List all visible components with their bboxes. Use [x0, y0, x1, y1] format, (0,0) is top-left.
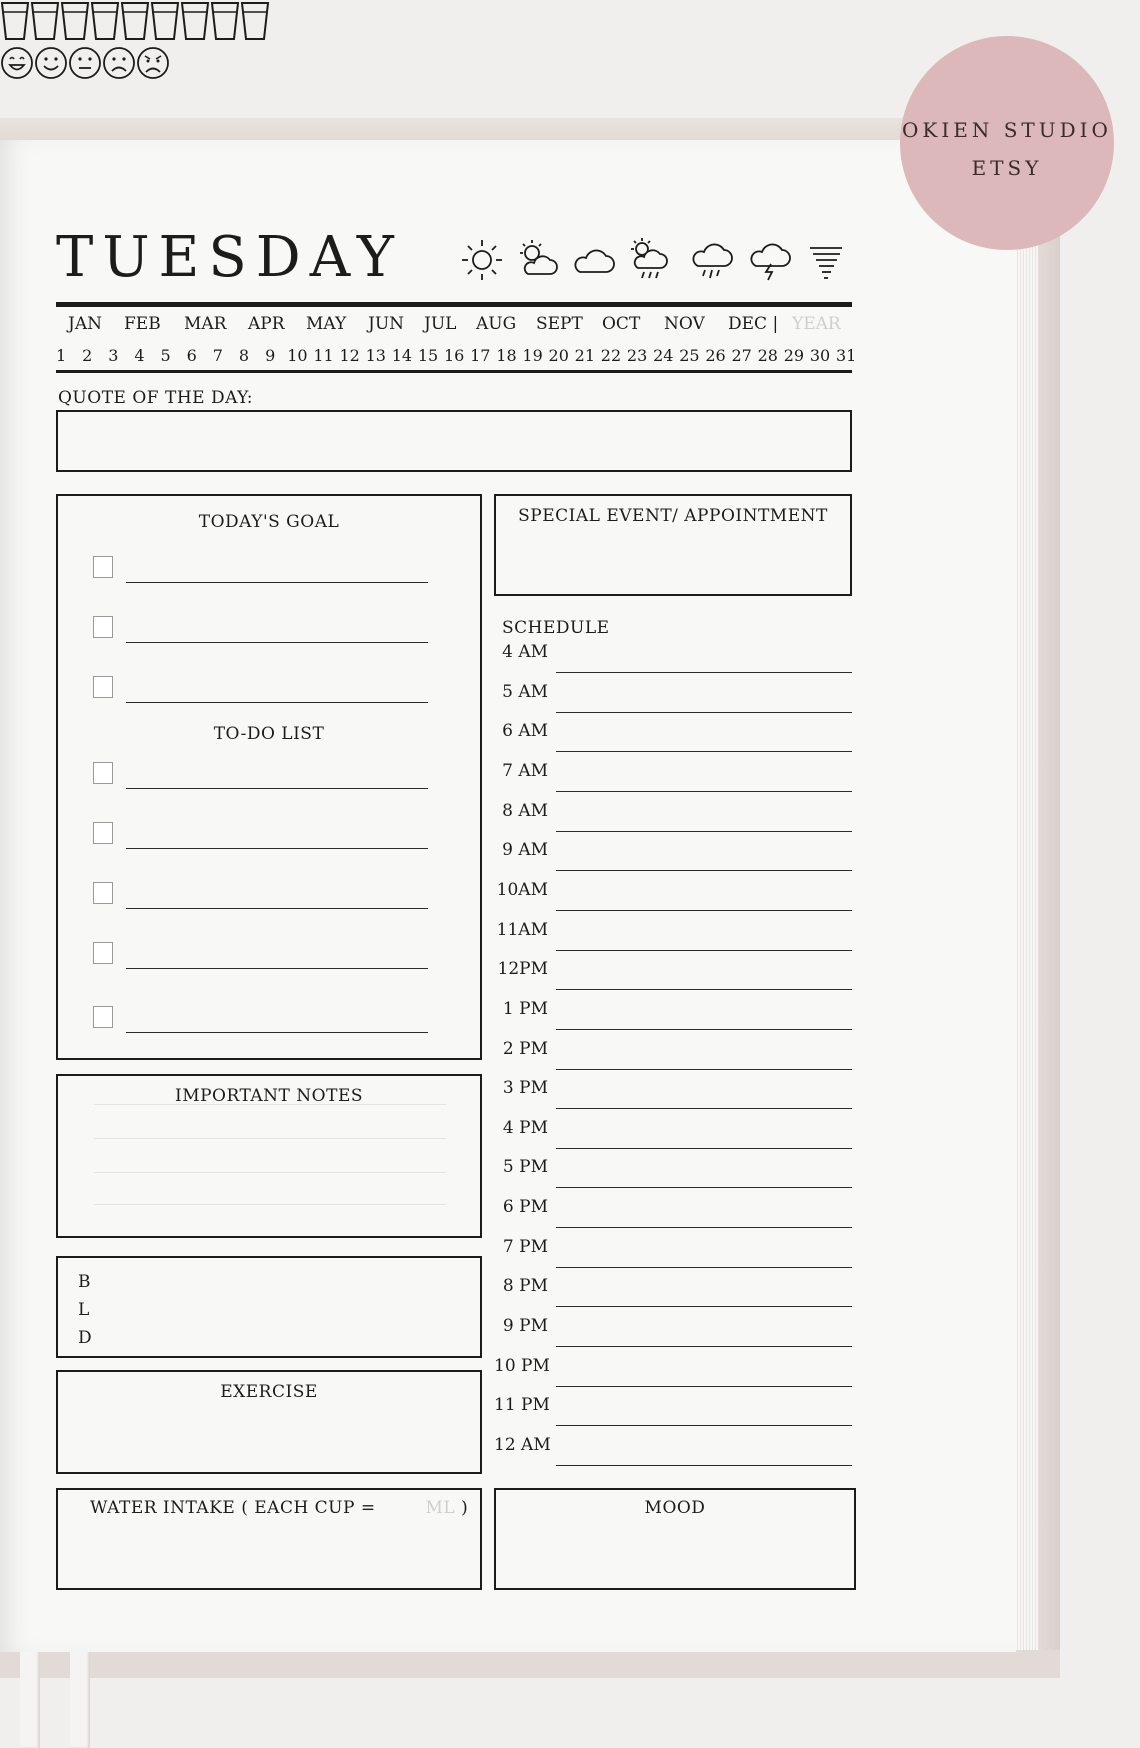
day-number[interactable]: 28: [757, 346, 778, 365]
schedule-time: 8 AM: [502, 800, 548, 821]
goal-line[interactable]: [126, 582, 428, 583]
important-notes-box[interactable]: [56, 1074, 482, 1238]
day-number[interactable]: 21: [574, 346, 596, 365]
day-number[interactable]: 5: [160, 346, 171, 365]
notes-line: [94, 1172, 446, 1173]
brand-logo: [900, 36, 1114, 250]
schedule-time: 7 PM: [502, 1236, 548, 1257]
day-number[interactable]: 6: [186, 346, 197, 365]
day-number[interactable]: 23: [626, 346, 648, 365]
goal-label: TODAY'S GOAL: [198, 512, 340, 532]
day-number-selector: [56, 346, 857, 368]
schedule-line[interactable]: [556, 751, 852, 752]
tornado-icon[interactable]: [802, 236, 850, 284]
day-number[interactable]: 16: [444, 346, 465, 365]
month-dec[interactable]: DEC |: [728, 314, 779, 334]
cup-icon[interactable]: [0, 0, 30, 42]
water-intake-label: [90, 1498, 468, 1518]
schedule-time: 3 PM: [502, 1078, 548, 1099]
day-number[interactable]: 15: [417, 346, 439, 365]
schedule-time: 5 AM: [502, 681, 548, 702]
angry-face-icon[interactable]: [136, 46, 170, 80]
header-rule: [56, 302, 852, 307]
goal-checkbox[interactable]: [93, 616, 113, 638]
schedule-time: 6 PM: [502, 1197, 548, 1218]
date-rule: [56, 370, 852, 373]
day-number[interactable]: 30: [809, 346, 831, 365]
sun-rain-icon[interactable]: [626, 236, 674, 284]
day-number[interactable]: 27: [731, 346, 752, 365]
day-number[interactable]: 1: [56, 346, 67, 365]
goal-checkbox[interactable]: [93, 556, 113, 578]
todo-line[interactable]: [126, 908, 428, 909]
cup-icon[interactable]: [60, 0, 90, 42]
day-number[interactable]: 22: [600, 346, 622, 365]
cups-row: [0, 0, 1140, 46]
bookmark-ribbon: [20, 1650, 40, 1748]
laughing-face-icon[interactable]: [0, 46, 34, 80]
schedule-line[interactable]: [556, 831, 852, 832]
book-cover-bottom: [0, 1650, 1060, 1678]
month-jan[interactable]: JAN: [68, 314, 102, 334]
cup-icon[interactable]: [150, 0, 180, 42]
notes-line: [94, 1204, 446, 1205]
schedule-time: 8 PM: [502, 1276, 548, 1297]
cup-icon[interactable]: [90, 0, 120, 42]
water-label-text: WATER INTAKE ( EACH CUP =: [90, 1498, 376, 1518]
notes-label: IMPORTANT NOTES: [174, 1086, 363, 1106]
cup-icon[interactable]: [180, 0, 210, 42]
month-selector: [56, 314, 852, 336]
exercise-box[interactable]: [56, 1370, 482, 1474]
goal-checkbox[interactable]: [93, 676, 113, 698]
schedule-time: 4 AM: [502, 642, 548, 662]
todo-checkbox[interactable]: [93, 882, 113, 904]
schedule-line[interactable]: [556, 672, 852, 673]
day-number[interactable]: 10: [287, 346, 308, 365]
schedule-line[interactable]: [556, 791, 852, 792]
meals-box[interactable]: [56, 1256, 482, 1358]
schedule-line[interactable]: [556, 1306, 852, 1307]
schedule-line[interactable]: [556, 1267, 852, 1268]
schedule-line[interactable]: [556, 1148, 852, 1149]
exercise-label: EXERCISE: [220, 1382, 318, 1402]
notes-line: [94, 1104, 446, 1105]
month-oct[interactable]: OCT: [602, 314, 641, 334]
goal-line[interactable]: [126, 642, 428, 643]
schedule-line[interactable]: [556, 1108, 852, 1109]
day-number[interactable]: 3: [108, 346, 119, 365]
notes-line: [94, 1138, 446, 1139]
day-number[interactable]: 12: [339, 346, 360, 365]
thunderstorm-icon[interactable]: [746, 236, 794, 284]
schedule-time: 10 PM: [494, 1355, 550, 1376]
todo-line[interactable]: [126, 1032, 428, 1033]
schedule-time: 11 PM: [494, 1395, 550, 1416]
day-number[interactable]: 24: [653, 346, 674, 365]
todo-line[interactable]: [126, 848, 428, 849]
month-feb[interactable]: FEB: [124, 314, 161, 334]
month-nov[interactable]: NOV: [664, 314, 705, 334]
goal-line[interactable]: [126, 702, 428, 703]
meal-breakfast: B: [78, 1272, 91, 1292]
cup-icon[interactable]: [210, 0, 240, 42]
schedule-line[interactable]: [556, 910, 852, 911]
water-intake-box: [56, 1488, 482, 1590]
schedule-time: 9 AM: [502, 840, 548, 861]
schedule-time: 1 PM: [502, 998, 548, 1019]
water-unit[interactable]: ML: [425, 1498, 456, 1518]
schedule-time: 4 PM: [502, 1117, 548, 1138]
schedule-time: 2 PM: [502, 1038, 548, 1059]
day-number[interactable]: 14: [391, 346, 413, 365]
schedule-time: 12PM: [497, 959, 548, 980]
sad-face-icon[interactable]: [102, 46, 136, 80]
schedule-line[interactable]: [556, 1386, 852, 1387]
brand-name: OKIEN STUDIO: [902, 118, 1112, 142]
meal-dinner: D: [78, 1328, 93, 1348]
schedule-line[interactable]: [556, 989, 852, 990]
schedule-line[interactable]: [556, 870, 852, 871]
month-mar[interactable]: MAR: [184, 314, 227, 334]
day-number[interactable]: 18: [496, 346, 517, 365]
schedule-time: 5 PM: [502, 1157, 548, 1178]
bookmark-ribbon: [70, 1650, 90, 1748]
schedule-time: 10AM: [496, 879, 548, 900]
todo-checkbox[interactable]: [93, 942, 113, 964]
cloud-icon[interactable]: [570, 236, 618, 284]
schedule-line[interactable]: [556, 1465, 852, 1466]
todo-label: TO-DO LIST: [213, 724, 325, 744]
todo-checkbox[interactable]: [93, 822, 113, 844]
schedule-line[interactable]: [556, 1227, 852, 1228]
year-field[interactable]: YEAR: [792, 314, 841, 334]
brand-shop: ETSY: [971, 156, 1043, 180]
month-may[interactable]: MAY: [306, 314, 347, 334]
day-number[interactable]: 31: [836, 346, 857, 365]
partly-cloudy-icon[interactable]: [514, 236, 562, 284]
schedule-time: 11AM: [496, 919, 548, 940]
mood-box: [494, 1488, 856, 1590]
day-number[interactable]: 8: [238, 346, 250, 365]
schedule-line[interactable]: [556, 1187, 852, 1188]
quote-label: QUOTE OF THE DAY:: [58, 388, 254, 408]
day-number[interactable]: 29: [783, 346, 805, 365]
cup-icon[interactable]: [120, 0, 150, 42]
quote-input[interactable]: [56, 410, 852, 472]
schedule-line[interactable]: [556, 950, 852, 951]
neutral-face-icon[interactable]: [68, 46, 102, 80]
todo-checkbox[interactable]: [93, 1006, 113, 1028]
special-event-label: SPECIAL EVENT/ APPOINTMENT: [518, 506, 828, 526]
day-title: TUESDAY: [56, 225, 403, 290]
cup-icon[interactable]: [30, 0, 60, 42]
day-number[interactable]: 4: [134, 346, 145, 365]
sun-icon[interactable]: [458, 236, 506, 284]
smiling-face-icon[interactable]: [34, 46, 68, 80]
todo-line[interactable]: [126, 968, 428, 969]
cup-icon[interactable]: [240, 0, 270, 42]
day-number[interactable]: 9: [265, 346, 276, 365]
goals-todo-section: [56, 494, 482, 1060]
day-number[interactable]: 17: [470, 346, 491, 365]
month-jul[interactable]: JUL: [424, 314, 457, 334]
schedule-time: 6 AM: [502, 721, 548, 742]
day-number[interactable]: 25: [679, 346, 700, 365]
schedule-time: 9 PM: [502, 1316, 548, 1337]
todo-checkbox[interactable]: [93, 762, 113, 784]
water-close: ): [461, 1498, 469, 1518]
schedule-time: 12 AM: [494, 1435, 551, 1455]
month-jun[interactable]: JUN: [368, 314, 405, 334]
day-number[interactable]: 2: [82, 346, 93, 365]
schedule-line[interactable]: [556, 1029, 852, 1030]
schedule-line[interactable]: [556, 1069, 852, 1070]
schedule-line[interactable]: [556, 1346, 852, 1347]
rain-icon[interactable]: [688, 236, 736, 284]
special-event-box[interactable]: [494, 494, 852, 596]
month-sept[interactable]: SEPT: [536, 314, 583, 334]
month-apr[interactable]: APR: [248, 314, 285, 334]
schedule-line[interactable]: [556, 712, 852, 713]
day-number[interactable]: 20: [548, 346, 569, 365]
mood-label: MOOD: [644, 1498, 706, 1518]
todo-line[interactable]: [126, 788, 428, 789]
day-number[interactable]: 11: [313, 346, 334, 365]
schedule-line[interactable]: [556, 1425, 852, 1426]
day-number[interactable]: 7: [212, 346, 223, 365]
schedule-time: 7 AM: [502, 760, 548, 781]
day-number[interactable]: 26: [705, 346, 726, 365]
day-number[interactable]: 19: [522, 346, 543, 365]
schedule-label: SCHEDULE: [502, 618, 610, 638]
month-aug[interactable]: AUG: [476, 314, 517, 334]
meal-lunch: L: [78, 1300, 90, 1320]
day-number[interactable]: 13: [365, 346, 386, 365]
